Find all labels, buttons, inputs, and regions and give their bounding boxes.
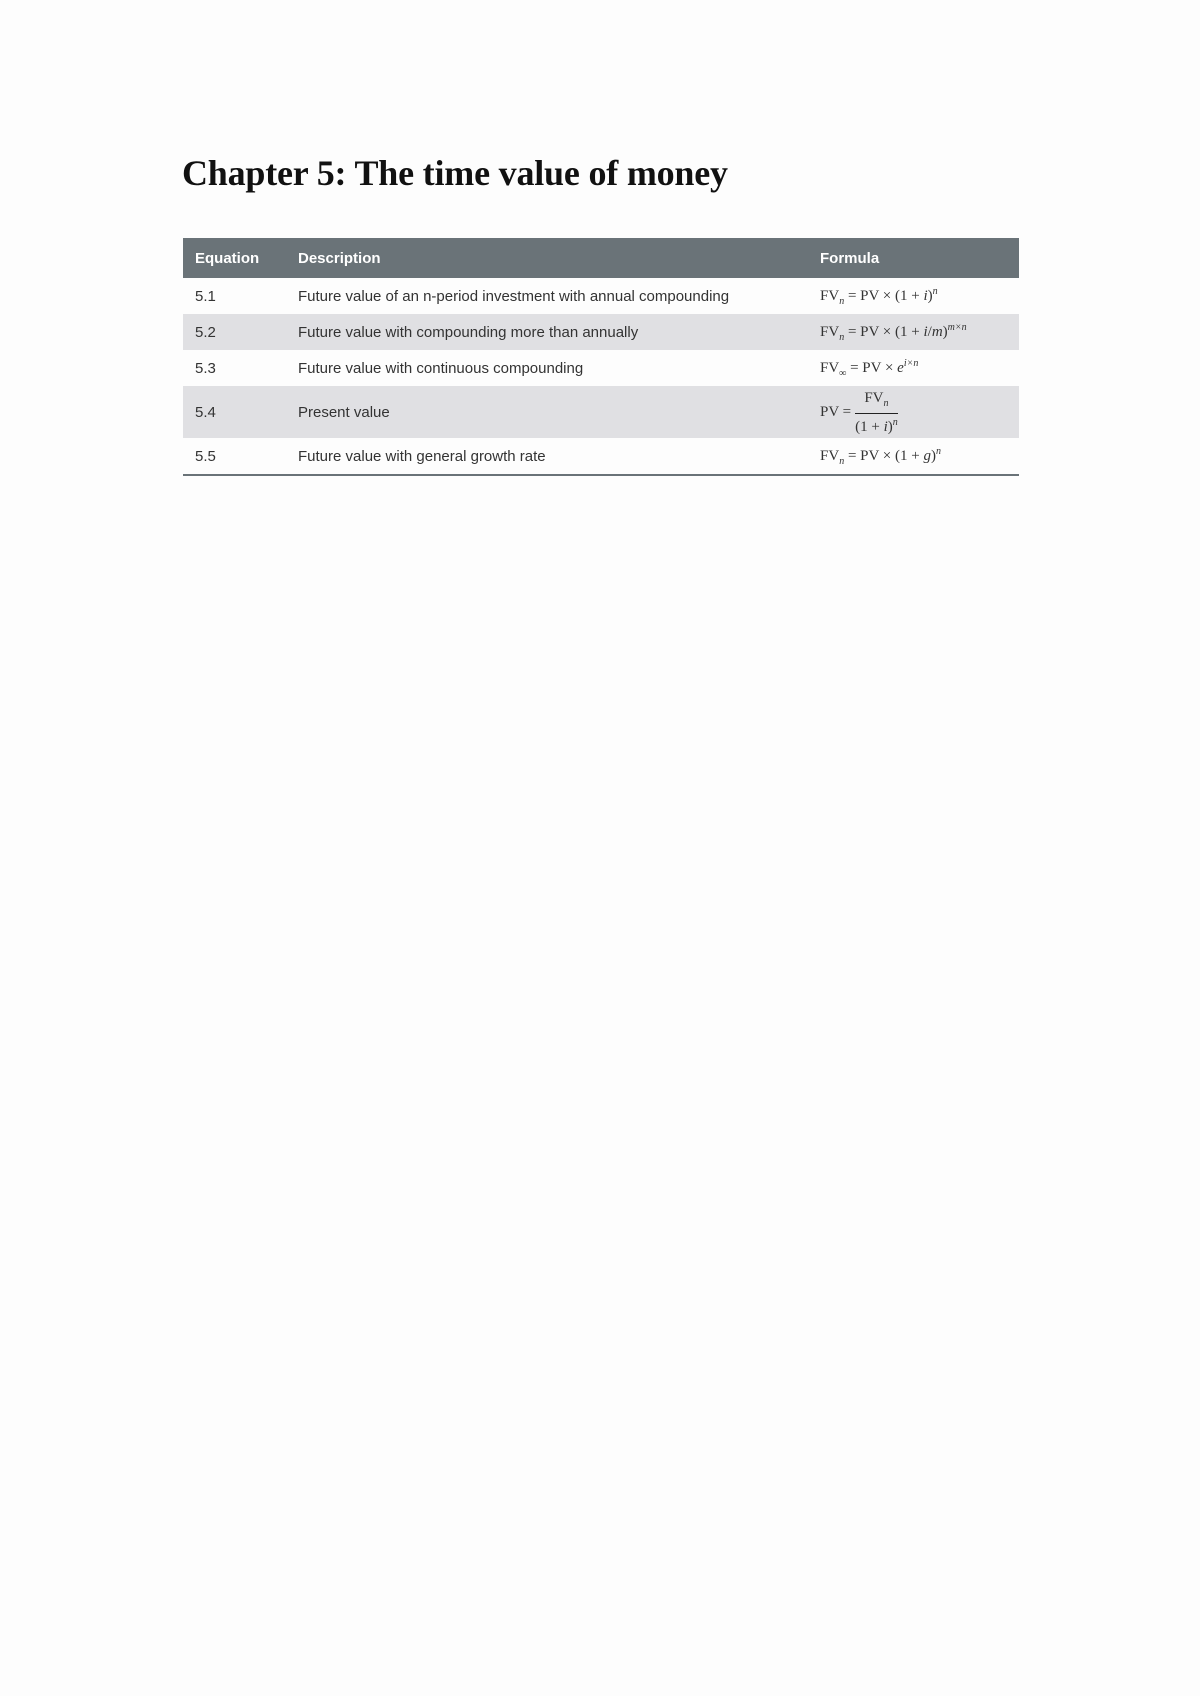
equation-number: 5.4 <box>183 386 286 438</box>
equation-number: 5.5 <box>195 447 216 465</box>
header-description: Description <box>286 238 808 278</box>
equation-description: Future value with general growth rate <box>298 447 546 465</box>
fraction: $\frac{FV_n}{(1 + i)^n}$ <box>855 389 898 435</box>
equation-number: 5.1 <box>195 287 216 305</box>
equation-formula: $FV_\infty$ = PV × $e^{i\times n}$ <box>820 357 919 379</box>
equation-description: Present value <box>286 386 808 438</box>
table-row <box>183 314 1019 350</box>
equation-number: 5.3 <box>195 359 216 377</box>
equation-formula: $FV_n$ = PV × $(1 + i)^n$ <box>820 285 938 307</box>
equation-description: Future value with continuous compounding <box>298 359 584 377</box>
equations-table <box>183 238 1019 476</box>
page-title: Chapter 5: The time value of money <box>182 153 728 193</box>
table-row <box>183 278 1019 314</box>
table-header-row <box>183 238 1019 278</box>
table-row <box>183 386 1019 438</box>
equation-number: 5.2 <box>183 314 286 350</box>
equation-description: Future value with compounding more than annually <box>286 314 808 350</box>
equation-formula: $FV_n$ = PV × $(1 + g)^n$ <box>820 445 941 467</box>
equation-formula: PV = $\frac{FV_n}{(1 + i)^n}$ <box>808 386 1019 438</box>
equation-description: Future value of an n-period investment with annual compounding <box>298 287 730 305</box>
table-row <box>183 438 1019 475</box>
header-equation: Equation <box>183 238 286 278</box>
header-formula: Formula <box>808 238 1019 278</box>
equation-formula: $FV_n$ = PV × $(1 + i/m)^{m\times n}$ <box>808 314 1019 350</box>
table-row <box>183 350 1019 386</box>
